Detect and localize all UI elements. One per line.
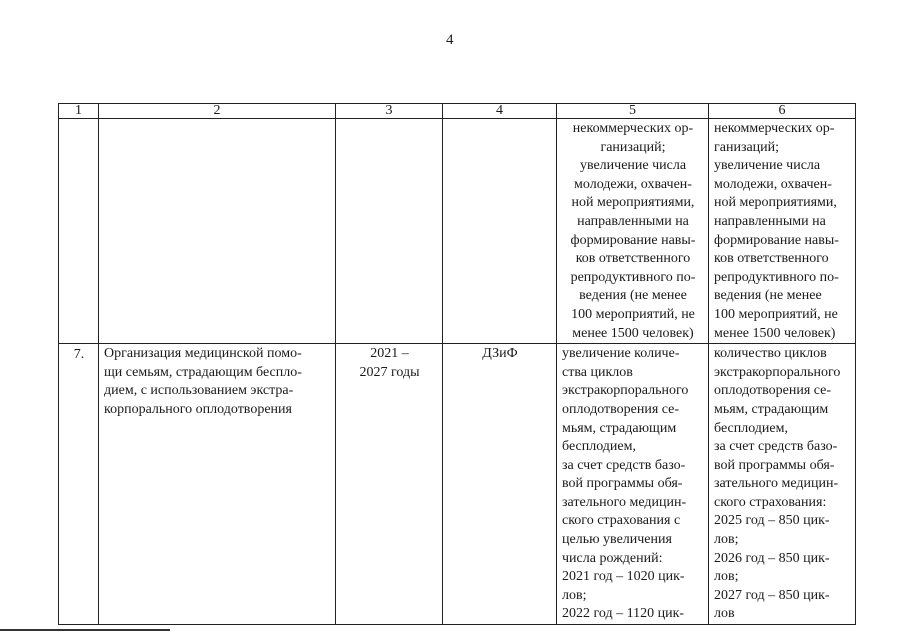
result-text: увеличение количе- ства циклов экстракорпорального оплодотворения се- мьям, страдающим бесплодием, за счет средств базо- вой программы обя- зательного медицин- ского страхования с целью увеличения числа рождений: 2021 год – 1020 цик- лов; 2022 год – 1120 цик-: [562, 346, 689, 622]
cell-empty: [99, 119, 336, 344]
header-col-1: 1: [59, 104, 99, 119]
header-col-2: 2: [99, 104, 336, 119]
header-col-3: 3: [336, 104, 443, 119]
cell-empty: [336, 119, 443, 344]
cell-result-continued: [557, 119, 709, 344]
measure-title: Организация медицинской помо- щи семьям, страдающим беспло- дием, с использованием экстра- корпорального оплодотворения: [104, 346, 302, 417]
measures-table: [58, 103, 856, 625]
header-col-4: 4: [443, 104, 557, 119]
indicator-text: количество циклов экстракорпорального оплодотворения се- мьям, страдающим бесплодием, за счет средств базо- вой программы обя- зательного медицин- ского страхования: 2025 год – 850 цик- лов; 2026 год – 850 цик- лов; 2027 год – 850 цик- лов: [714, 346, 841, 622]
row-number: 7.: [73, 347, 85, 363]
cell-row-number: [59, 344, 99, 625]
table-row: [59, 344, 856, 625]
cell-empty: [59, 119, 99, 344]
header-col-5: 5: [557, 104, 709, 119]
page-number: 4: [446, 32, 454, 48]
cell-executor: [443, 344, 557, 625]
table-row: [59, 119, 856, 344]
result-text: некоммерческих ор- ганизаций; увеличение числа молодежи, охвачен- ной мероприятиями, направленными на формирование навы- ков ответственного репродуктивного по- ведения (не менее 100 мероприятий, не менее 1500 человек): [570, 121, 696, 341]
period-text: 2021 – 2027 годы: [359, 346, 420, 380]
header-col-6: 6: [709, 104, 856, 119]
cell-empty: [443, 119, 557, 344]
cell-measure-title: [99, 344, 336, 625]
cell-indicator: [709, 344, 856, 625]
cell-indicator-continued: [709, 119, 856, 344]
table-header-row: [59, 104, 856, 119]
indicator-text: некоммерческих ор- ганизаций; увеличение числа молодежи, охвачен- ной мероприятиями, направленными на формирование навы- ков ответственного репродуктивного по- ведения (не менее 100 мероприятий, не менее 1500 человек): [714, 121, 839, 341]
cell-period: [336, 344, 443, 625]
cell-result: [557, 344, 709, 625]
executor-text: ДЗиФ: [482, 346, 518, 362]
footer-rule: [0, 629, 170, 631]
